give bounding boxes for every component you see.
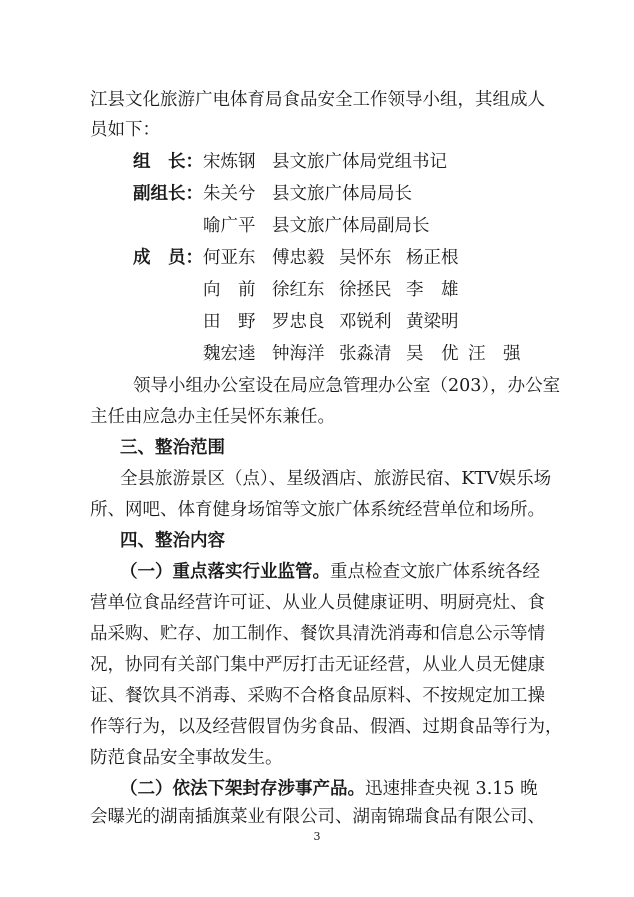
section-4-item-2-first-line (120, 777, 538, 801)
member-name: 向 前 (203, 280, 256, 300)
member-name: 田 野 (203, 312, 256, 332)
deputy-title: 县文旅广体局副局长 (272, 216, 430, 236)
section-4-item-2-title: （二）依法下架封存涉事产品。 (120, 779, 365, 799)
section-4-item-1-line: 况，协同有关部门集中严厉打击无证经营，从业人员无健康 (90, 655, 545, 675)
intro-line-2: 员如下： (90, 120, 160, 140)
section-4-item-1-title: （一）重点落实行业监管。 (120, 562, 330, 582)
member-name: 吴怀东 (339, 248, 392, 268)
section-4-item-1-first-text: 重点检查文旅广体系统各经 (330, 562, 540, 582)
group-leader-title: 县文旅广体局党组书记 (272, 152, 447, 172)
member-name: 杨正根 (406, 248, 459, 268)
member-name: 钟海洋 (272, 344, 325, 364)
member-name: 傅忠毅 (272, 248, 325, 268)
member-name: 魏宏逵 (203, 344, 256, 364)
section-3-heading: 三、整治范围 (120, 438, 225, 458)
section-4-item-1-line: 证、餐饮具不消毒、采购不合格食品原料、不按规定加工操 (90, 686, 545, 706)
deputy-name: 喻广平 (203, 216, 256, 236)
office-line-1: 领导小组办公室设在局应急管理办公室（203），办公室 (133, 376, 561, 396)
intro-line-1: 江县文化旅游广电体育局食品安全工作领导小组，其组成人 (90, 90, 545, 110)
deputy-title: 县文旅广体局局长 (272, 184, 412, 204)
member-name: 徐拯民 (339, 280, 392, 300)
member-name: 邓锐利 (339, 312, 392, 332)
section-3-line-2: 所、网吧、体育健身场馆等文旅广体系统经营单位和场所。 (90, 500, 545, 520)
member-name: 张淼清 (339, 344, 392, 364)
member-name: 李 雄 (406, 280, 459, 300)
member-name: 吴 优 (406, 344, 459, 364)
section-4-item-2-line: 会曝光的湖南插旗菜业有限公司、湖南锦瑞食品有限公司、 (90, 807, 545, 827)
section-4-item-1-first-line (120, 560, 540, 584)
section-4-item-1-line: 营单位食品经营许可证、从业人员健康证明、明厨亮灶、食 (90, 593, 545, 613)
page-number: 3 (313, 830, 321, 843)
group-deputies-label: 副组长： (133, 184, 203, 204)
section-4-item-1-line: 防范食品安全事故发生。 (90, 748, 283, 768)
deputy-name: 朱关兮 (203, 184, 256, 204)
section-4-item-1-line: 作等行为，以及经营假冒伪劣食品、假酒、过期食品等行为， (90, 717, 563, 737)
member-name: 汪 强 (468, 344, 521, 364)
group-leader-name: 宋炼钢 (203, 152, 256, 172)
member-name: 何亚东 (203, 248, 256, 268)
section-4-heading: 四、整治内容 (120, 531, 225, 551)
group-members-label: 成 员： (133, 248, 203, 268)
member-name: 徐红东 (272, 280, 325, 300)
member-name: 黄梁明 (406, 312, 459, 332)
office-line-2: 主任由应急办主任吴怀东兼任。 (90, 407, 335, 427)
member-name: 罗忠良 (272, 312, 325, 332)
section-3-line-1: 全县旅游景区（点）、星级酒店、旅游民宿、KTV娱乐场 (120, 469, 552, 489)
group-leader-label: 组 长： (133, 152, 203, 172)
section-4-item-2-first-text: 迅速排查央视 3.15 晚 (365, 779, 538, 799)
section-4-item-1-line: 品采购、贮存、加工制作、餐饮具清洗消毒和信息公示等情 (90, 624, 545, 644)
